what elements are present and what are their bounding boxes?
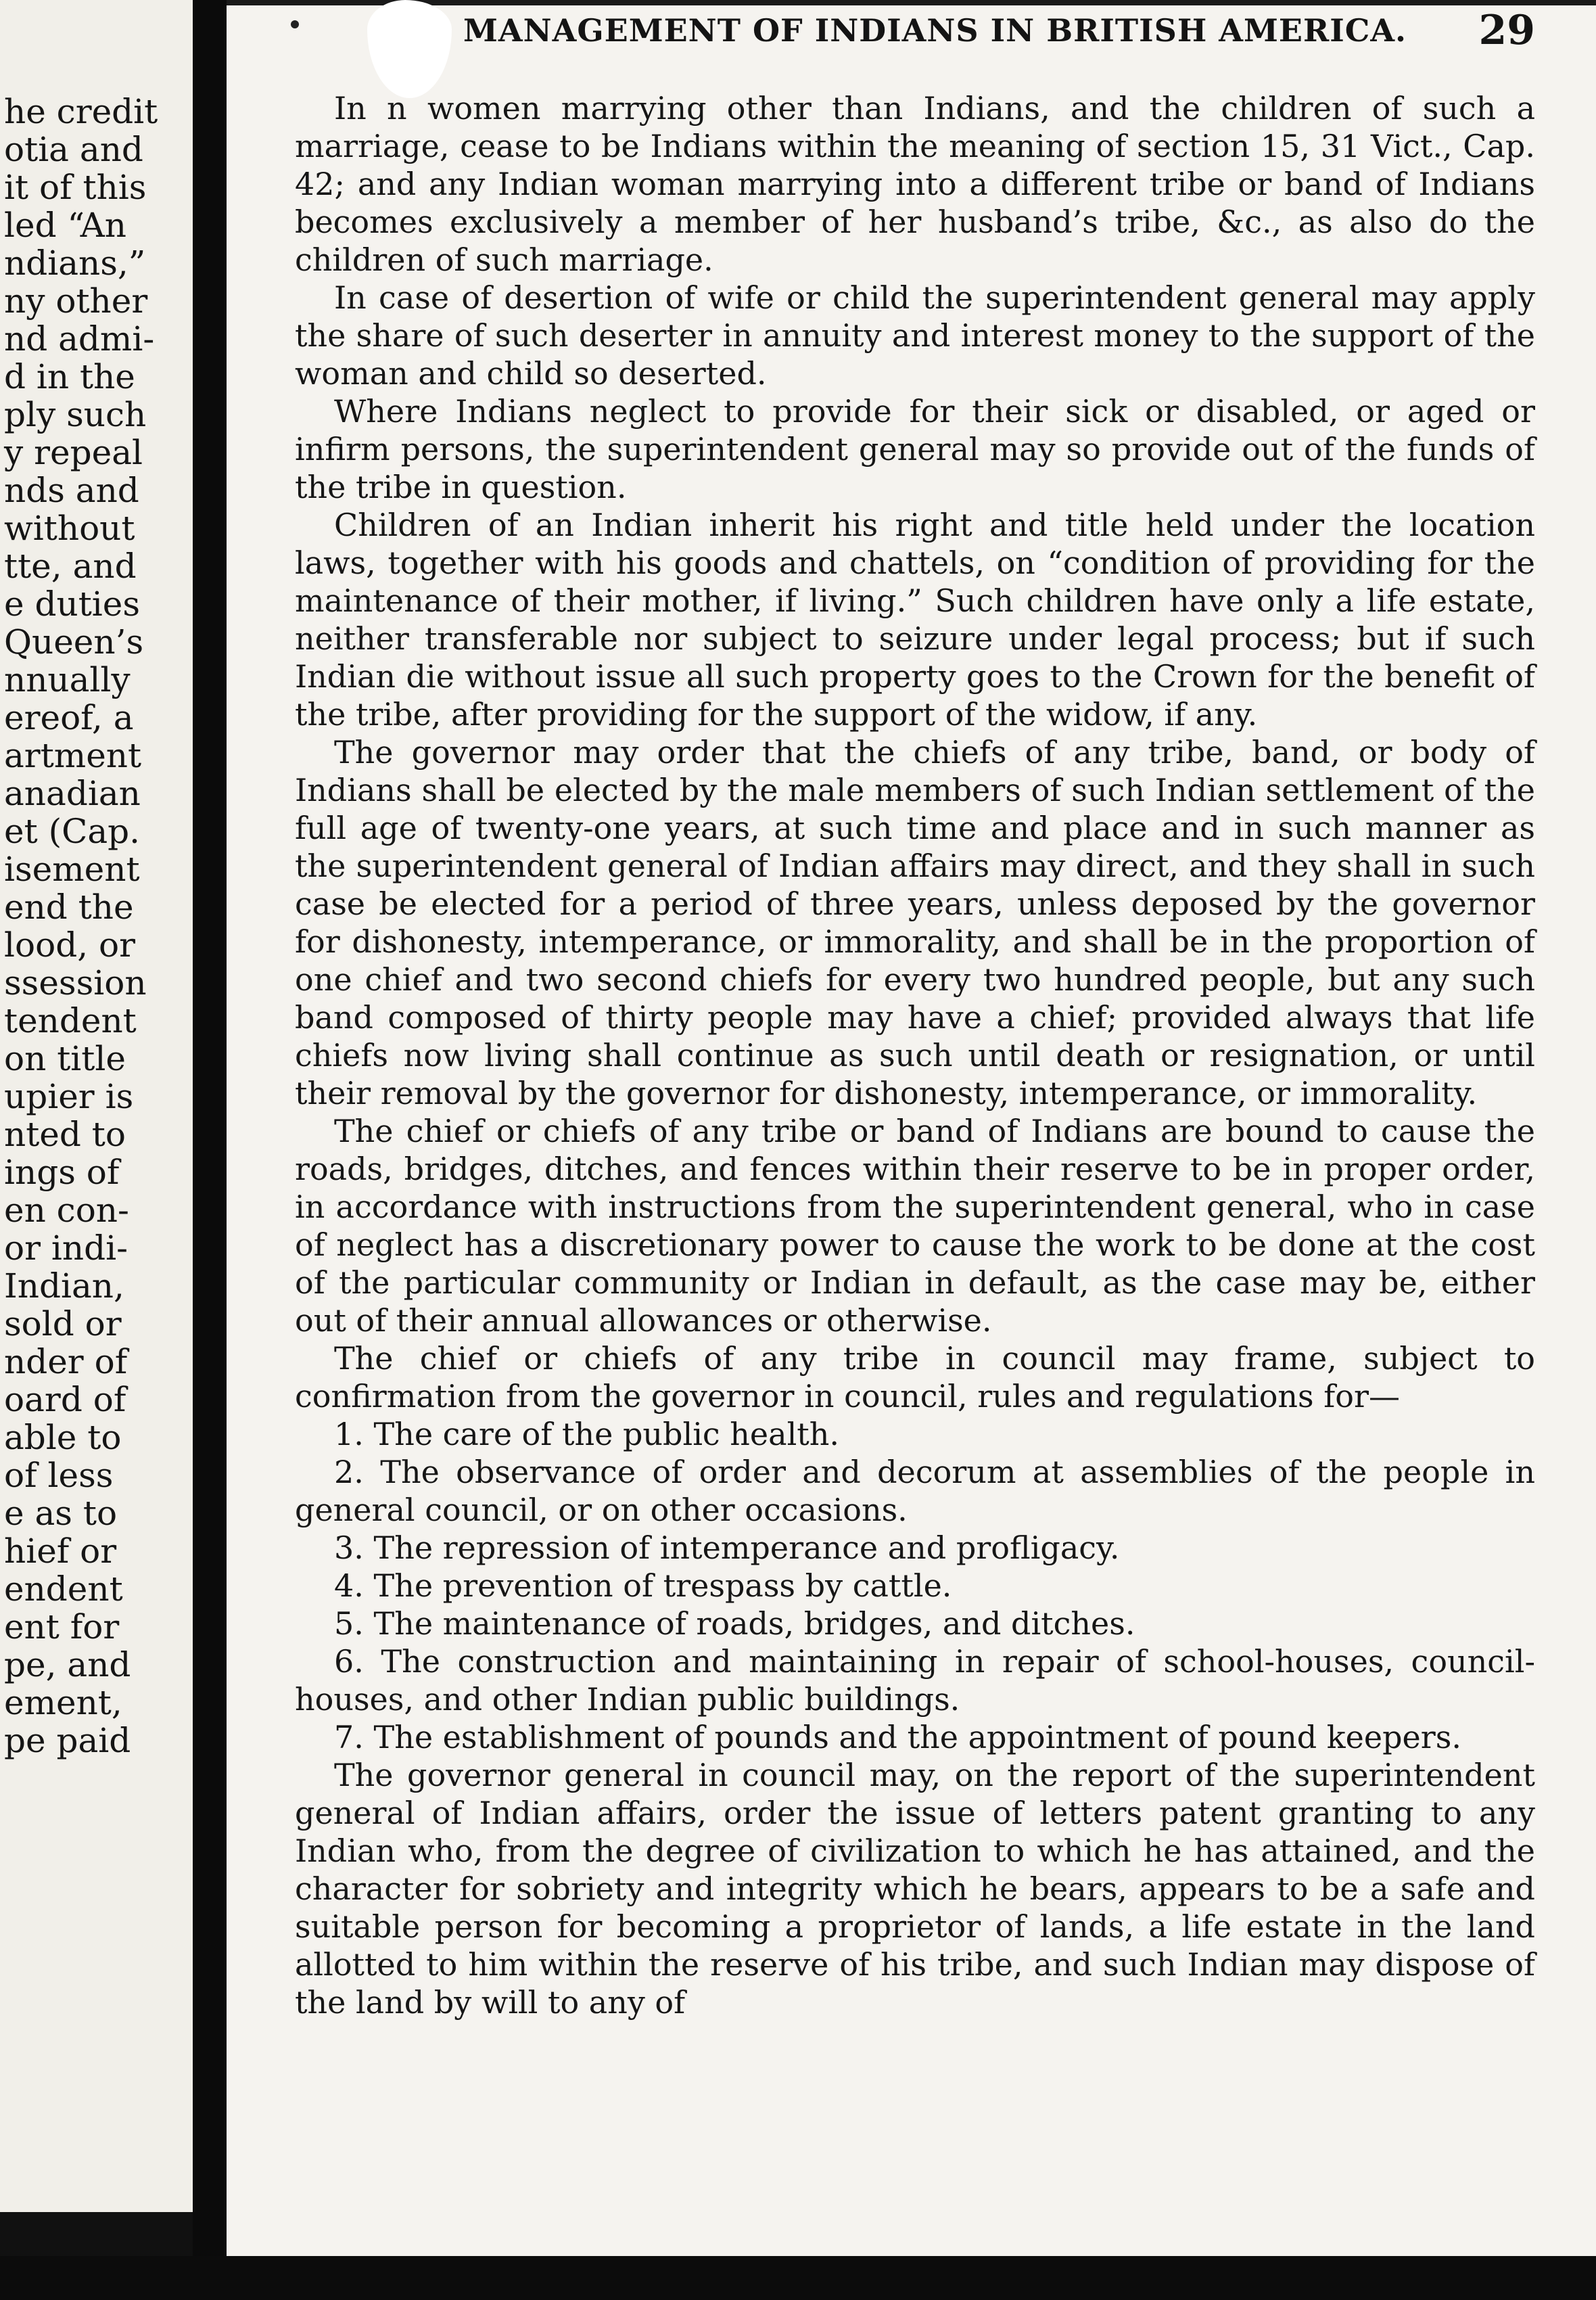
paragraph: Children of an Indian inherit his right and title held under the location laws, together with his goods and chattels, on “condition of providing for the maintenance of their mother, if living.” Such children have only a life estate, neither transferable nor subject to seizure under legal process; but if such Indian die without issue all such property goes to the Crown for the benefit of the tribe, after providing for the support of the widow, if any. — [295, 507, 1535, 733]
paragraph: The governor may order that the chiefs of any tribe, band, or body of Indians shall be elected by the male members of such Indian settlement of the full age of twenty-one years, at such time and place and in such manner as the superintendent general of Indian affairs may direct, and they shall in such case be elected for a period of three years, unless deposed by the governor for dishonesty, intemperance, or immorality, and shall be in the proportion of one chief and two second chiefs for every two hundred people, but any such band composed of thirty people may have a chief; provided always that life chiefs now living shall continue as such until death or resignation, or until their removal by the governor for dishonesty, intemperance, or immorality. — [295, 734, 1535, 1111]
facing-page-text-fragment: Queen’s — [4, 622, 144, 662]
facing-page-text-fragment: artment — [4, 736, 142, 775]
facing-page-text-fragment: upier is — [4, 1077, 134, 1116]
facing-page-text-fragment: it of this — [4, 168, 147, 207]
facing-page-text-fragment: of less — [4, 1456, 114, 1495]
facing-page-text-fragment: ndians,” — [4, 244, 146, 283]
facing-page-text-fragment: ereof, a — [4, 698, 134, 737]
facing-page-text-fragment: end the — [4, 888, 134, 927]
facing-page-text-fragment: nnually — [4, 660, 131, 699]
list-item: 6. The construction and maintaining in repair of school-houses, council-houses, and other Indian public buildings. — [295, 1643, 1535, 1718]
list-item: 1. The care of the public health. — [334, 1416, 840, 1452]
facing-page-text-fragment: tte, and — [4, 547, 137, 586]
top-edge — [227, 0, 1596, 5]
facing-page-text-fragment: isement — [4, 850, 140, 889]
facing-page-text-fragment: anadian — [4, 774, 141, 813]
bottom-edge — [0, 2256, 1596, 2300]
facing-page-text-fragment: nds and — [4, 471, 139, 510]
list-item: 2. The observance of order and decorum at assemblies of the people in general council, or on other occasions. — [295, 1454, 1535, 1528]
facing-page-text-fragment: on title — [4, 1039, 126, 1078]
paragraph: In n women marrying other than Indians, and the children of such a marriage, cease to be Indians within the meaning of section 15, 31 Vict., Cap. 42; and any Indian woman marrying into a different tribe or band of Indians becomes exclusively a member of her husband’s tribe, &c., as also do the children of such marriage. — [295, 90, 1535, 278]
facing-page-text-fragment: without — [4, 509, 135, 548]
facing-page-text-fragment: nder of — [4, 1342, 128, 1381]
paragraph: The chief or chiefs of any tribe or band of Indians are bound to cause the roads, bridges, ditches, and fences within their reserve to be in proper order, in accordance with instructions from the superintendent general, who in case of neglect has a discretionary power to cause the work to be done at the cost of the particular community or Indian in default, as the case may be, either out of their annual allowances or otherwise. — [295, 1113, 1535, 1339]
facing-page-text-fragment: et (Cap. — [4, 812, 141, 851]
facing-page-text-fragment: e duties — [4, 584, 141, 624]
facing-page-text-fragment: lood, or — [4, 925, 135, 965]
facing-page-text-fragment: Indian, — [4, 1266, 124, 1306]
facing-page-text-fragment: he credit — [4, 92, 158, 131]
paragraph: Where Indians neglect to provide for their sick or disabled, or aged or infirm persons, the superintendent general may so provide out of the funds of the tribe in question. — [295, 393, 1535, 505]
list-item: 4. The prevention of trespass by cattle. — [334, 1567, 952, 1604]
facing-page-text-fragment: ings of — [4, 1153, 120, 1192]
facing-page-text-fragment: d in the — [4, 357, 135, 396]
list-item: 7. The establishment of pounds and the appointment of pound keepers. — [334, 1719, 1461, 1755]
facing-page-text-fragment: ssession — [4, 963, 147, 1003]
facing-page-text-fragment: y repeal — [4, 433, 143, 472]
page-number: 29 — [1478, 7, 1535, 54]
facing-page-text-fragment: ply such — [4, 395, 147, 434]
paragraph: The chief or chiefs of any tribe in council may frame, subject to confirmation from the governor in council, rules and regulations for— — [295, 1340, 1535, 1414]
facing-page-text-fragment: pe paid — [4, 1721, 131, 1760]
facing-page-text-fragment: en con- — [4, 1191, 129, 1230]
facing-page-text-fragment: nted to — [4, 1115, 126, 1154]
facing-page-text-fragment: pe, and — [4, 1645, 131, 1684]
facing-page-text-fragment: ny other — [4, 281, 148, 321]
facing-page-text-fragment: nd admi- — [4, 319, 155, 359]
facing-page-text-fragment: hief or — [4, 1532, 117, 1571]
facing-page-text-fragment: oard of — [4, 1380, 126, 1419]
facing-page-text-fragment: e as to — [4, 1494, 118, 1533]
facing-page-text-fragment: otia and — [4, 130, 143, 169]
facing-page-text-fragment: led “An — [4, 206, 126, 245]
facing-page-text-fragment: endent — [4, 1569, 123, 1609]
list-item: 3. The repression of intemperance and profligacy. — [334, 1530, 1120, 1566]
paragraph: In case of desertion of wife or child the superintendent general may apply the share of such deserter in annuity and interest money to the support of the woman and child so deserted. — [295, 279, 1535, 392]
book-gutter — [193, 0, 227, 2300]
facing-page-text-fragment: sold or — [4, 1304, 122, 1343]
list-item: 5. The maintenance of roads, bridges, and ditches. — [334, 1605, 1135, 1642]
facing-page-text-fragment: tendent — [4, 1001, 137, 1040]
running-title: MANAGEMENT OF INDIANS IN BRITISH AMERICA. — [463, 12, 1407, 49]
facing-page-text-fragment: or indi- — [4, 1228, 128, 1268]
body-text — [295, 89, 1535, 2021]
paragraph: The governor general in council may, on the report of the superintendent general of Indian affairs, order the issue of letters patent granting to any Indian who, from the degree of civilization to which he has attained, and the character for sobriety and integrity which he bears, appears to be a safe and suitable person for becoming a proprietor of lands, a life estate in the land allotted to him within the reserve of his tribe, and such Indian may dispose of the land by will to any of — [295, 1757, 1535, 2021]
facing-page-text-fragment: able to — [4, 1418, 122, 1457]
header-bullet — [291, 20, 299, 28]
page-header — [291, 7, 1535, 60]
facing-page-text-fragment: ement, — [4, 1683, 122, 1722]
facing-page-text-fragment: ent for — [4, 1607, 120, 1647]
regulations-list — [295, 1415, 1535, 1756]
facing-page-fragment — [0, 0, 193, 2212]
